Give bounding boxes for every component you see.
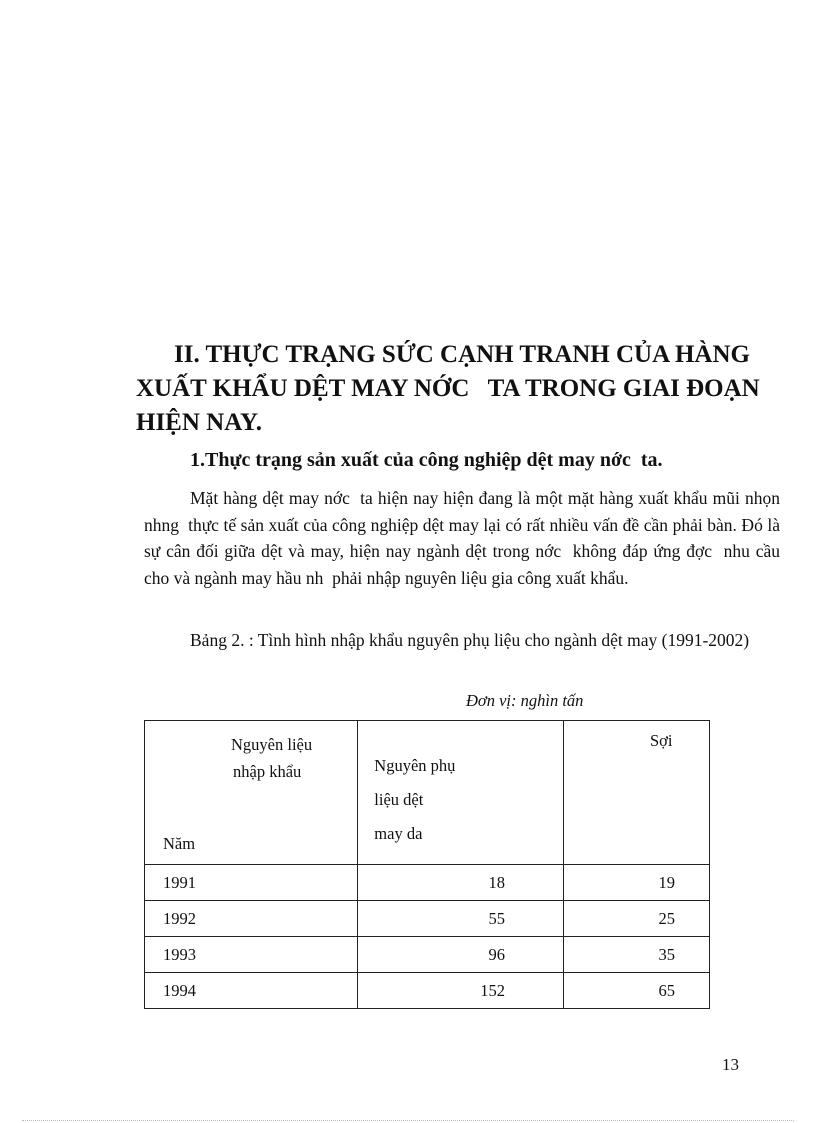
heading-line-1: II. THỰC TRẠNG SỨC CẠNH TRANH CỦA HÀNG [174, 341, 750, 368]
table-row [145, 973, 710, 1009]
header-year: Năm [163, 834, 196, 853]
section-heading [136, 338, 760, 440]
header-accessories-line3: may da [374, 824, 423, 843]
table-caption: Bảng 2. : Tình hình nhập khẩu nguyên phụ liệu cho ngành dệt may (1991-2002) [190, 630, 750, 650]
cell-accessories: 96 [358, 937, 564, 973]
header-yarn: Sợi [649, 731, 673, 750]
header-material-line2: nhập khẩu [233, 762, 302, 781]
table-row [145, 901, 710, 937]
cell-accessories: 18 [358, 865, 564, 901]
cell-year: 1994 [145, 973, 358, 1009]
header-cell-accessories [358, 721, 564, 865]
cell-accessories: 152 [358, 973, 564, 1009]
header-accessories-line1: Nguyên phụ [374, 756, 456, 775]
cell-yarn: 65 [563, 973, 709, 1009]
cell-yarn: 25 [563, 901, 709, 937]
table-row [145, 865, 710, 901]
unit-note: Đơn vị: nghìn tấn [466, 691, 584, 710]
cell-year: 1993 [145, 937, 358, 973]
page-number: 13 [722, 1055, 739, 1074]
import-table [144, 720, 710, 1009]
cell-yarn: 19 [563, 865, 709, 901]
heading-line-3: HIỆN NAY. [136, 409, 262, 436]
cell-year: 1992 [145, 901, 358, 937]
header-material-line1: Nguyên liệu [231, 735, 313, 754]
subsection-heading: 1.Thực trạng sản xuất của công nghiệp dệt may nớc ta. [190, 449, 663, 471]
cell-yarn: 35 [563, 937, 709, 973]
header-cell-yarn [563, 721, 709, 865]
body-paragraph: Mặt hàng dệt may nớc ta hiện nay hiện đang là một mặt hàng xuất khẩu mũi nhọn nhng thực tế sản xuất của công nghiệp dệt may lại có rất nhiều vấn đề cần phải bàn. Đó là sự cân đối giữa dệt và may, hiện nay ngành dệt trong nớc không đáp ứng đợc nhu cầu cho và ngành may hầu nh phải nhập nguyên liệu gia công xuất khẩu. [144, 488, 785, 588]
table-header-row [145, 721, 710, 865]
header-cell-material-year [145, 721, 358, 865]
table-row [145, 937, 710, 973]
cell-year: 1991 [145, 865, 358, 901]
cell-accessories: 55 [358, 901, 564, 937]
header-accessories-line2: liệu dệt [374, 790, 424, 809]
page-bottom-divider [22, 1120, 794, 1121]
heading-line-2: XUẤT KHẨU DỆT MAY NỚC TA TRONG GIAI ĐOẠN [136, 375, 760, 402]
